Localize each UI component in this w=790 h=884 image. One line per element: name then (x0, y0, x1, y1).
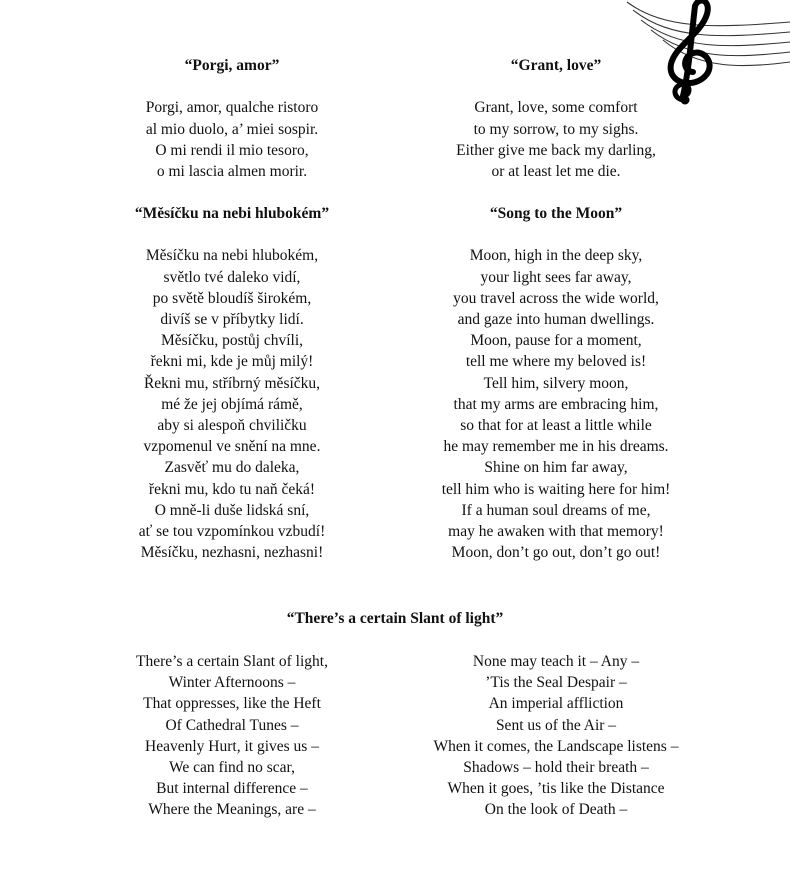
moon-line: your light sees far away, (480, 268, 632, 286)
song-to-the-moon-stanza (414, 203, 698, 563)
moon-line: may he awaken with that memory! (448, 523, 664, 541)
moon-line: so that for at least a little while (460, 417, 652, 435)
moon-line: that my arms are embracing him, (453, 395, 659, 413)
slant-line: On the look of Death – (484, 801, 628, 819)
slant-line: Shadows – hold their breath – (463, 759, 649, 777)
grant-line: Grant, love, some comfort (474, 99, 638, 117)
grant-line: or at least let me die. (491, 163, 621, 180)
moon-line: Moon, don’t go out, don’t go out! (451, 544, 661, 562)
mesicku-line: Měsíčku na nebi hlubokém, (145, 247, 319, 265)
mesicku-line: Řekni mu, stříbrný měsíčku, (143, 374, 321, 392)
grant-line: Either give me back my darling, (456, 141, 656, 159)
slant-line: ’Tis the Seal Despair – (485, 674, 627, 692)
mesicku-title: “Měsíčku na nebi hlubokém” (134, 205, 330, 222)
moon-line: Moon, high in the deep sky, (469, 247, 643, 265)
moon-line: you travel across the wide world, (453, 289, 659, 307)
slant-line: An imperial affliction (488, 695, 624, 713)
slant-line: Winter Afternoons – (168, 674, 296, 692)
slant-line: But internal difference – (156, 780, 308, 798)
porgi-amor-stanza (90, 55, 374, 182)
moon-line: and gaze into human dwellings. (457, 311, 655, 328)
mesicku-line: řekni mu, kdo tu naň čeká! (148, 480, 316, 498)
slant-line: When it goes, ’tis like the Distance (447, 780, 665, 798)
moon-line: tell him who is waiting here for him! (441, 480, 671, 498)
mesicku-line: světlo tvé daleko vidí, (163, 268, 301, 286)
porgi-line: Porgi, amor, qualche ristoro (145, 99, 319, 117)
slant-line: None may teach it – Any – (472, 653, 640, 670)
slant-line: When it comes, the Landscape listens – (433, 737, 679, 755)
moon-line: Shine on him far away, (484, 459, 628, 477)
grant-line: to my sorrow, to my sighs. (473, 120, 639, 138)
grant-love-stanza (414, 55, 698, 182)
porgi-amor-title: “Porgi, amor” (184, 57, 280, 74)
mesicku-line: vzpomenul ve snění na mne. (143, 438, 321, 456)
porgi-line: al mio duolo, a’ miei sospir. (145, 120, 319, 138)
mesicku-line: Měsíčku, postůj chvíli, (160, 332, 304, 350)
slant-right-stanza (414, 651, 698, 821)
slant-line: There’s a certain Slant of light, (136, 653, 328, 670)
mesicku-line: po světě bloudíš širokém, (152, 289, 312, 307)
porgi-line: O mi rendi il mio tesoro, (155, 141, 309, 159)
song-to-the-moon-title: “Song to the Moon” (489, 205, 623, 222)
slant-line: We can find no scar, (169, 759, 295, 777)
slant-line: Heavenly Hurt, it gives us – (145, 737, 319, 755)
grant-love-title: “Grant, love” (510, 57, 602, 74)
moon-line: Moon, pause for a moment, (470, 332, 642, 350)
slant-line: That oppresses, like the Heft (143, 695, 321, 713)
porgi-line: o mi lascia almen morir. (156, 163, 308, 180)
mesicku-line: Měsíčku, nezhasni, nezhasni! (140, 544, 324, 562)
mesicku-stanza (90, 203, 374, 563)
slant-line: Where the Meanings, are – (148, 801, 316, 819)
moon-line: Tell him, silvery moon, (483, 374, 629, 392)
slant-left-stanza (90, 651, 374, 821)
moon-line: tell me where my beloved is! (465, 353, 647, 371)
mesicku-line: aby si alespoň chviličku (157, 417, 307, 435)
moon-line: If a human soul dreams of me, (461, 501, 651, 519)
mesicku-line: mé že jej objímá rámě, (161, 395, 303, 413)
slant-line: Of Cathedral Tunes – (165, 716, 299, 734)
mesicku-line: Zasvěť mu do daleka, (164, 459, 300, 477)
mesicku-line: řekni mi, kde je můj milý! (150, 353, 314, 371)
slant-line: Sent us of the Air – (495, 716, 617, 734)
mesicku-line: ať se tou vzpomínkou vzbudí! (138, 523, 326, 541)
slant-of-light-title: “There’s a certain Slant of light” (286, 610, 504, 627)
mesicku-line: O mně-li duše lidská sní, (154, 501, 310, 519)
moon-line: he may remember me in his dreams. (443, 438, 669, 456)
mesicku-line: divíš se v příbytky lidí. (160, 311, 304, 328)
